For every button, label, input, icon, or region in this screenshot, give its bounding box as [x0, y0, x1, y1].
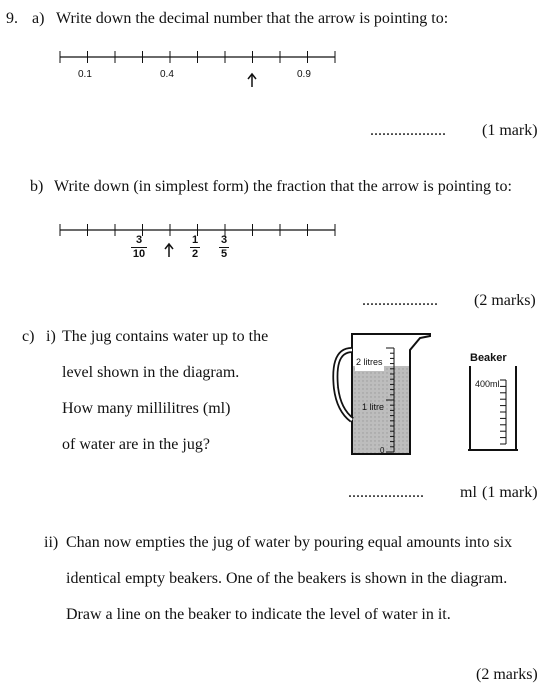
jug-label-0: 0	[380, 446, 385, 455]
fraction-3-10: 3 10	[132, 234, 146, 260]
marks-c-i: (1 mark)	[482, 484, 538, 501]
tick-label-0-4: 0.4	[160, 69, 174, 80]
part-a-label: a)	[32, 10, 45, 27]
part-b-question: Write down (in simplest form) the fraction that the arrow is pointing to:	[54, 178, 512, 195]
answer-unit-ml: ml	[460, 484, 477, 501]
measuring-jug	[330, 328, 440, 458]
jug-label-2-litres: 2 litres	[355, 353, 384, 371]
pointer-arrow-a	[248, 74, 256, 87]
fraction-3-5: 3 5	[220, 234, 228, 260]
marks-a: (1 mark)	[482, 122, 538, 139]
question-number: 9.	[6, 10, 18, 27]
fraction-1-2: 1 2	[191, 234, 199, 260]
part-c-i-line-1: The jug contains water up to the	[62, 328, 269, 345]
pointer-arrow-b	[165, 244, 173, 257]
part-c-ii-line-2: identical empty beakers. One of the beakers is shown in the diagram.	[66, 570, 508, 587]
part-c-i-line-4: of water are in the jug?	[62, 436, 210, 453]
part-c-ii-line-1: Chan now empties the jug of water by pouring equal amounts into six	[66, 534, 513, 551]
answer-line-c-i[interactable]: ...................	[348, 484, 424, 501]
part-b-label: b)	[30, 178, 44, 195]
jug-label-1-litre: 1 litre	[362, 402, 385, 412]
beaker-label-400ml: 400ml	[475, 375, 500, 393]
part-a-question: Write down the decimal number that the arrow is pointing to:	[56, 10, 449, 27]
answer-line-b[interactable]: ...................	[362, 292, 438, 309]
part-c-i-label: i)	[46, 328, 56, 345]
part-c-label: c)	[22, 328, 35, 345]
marks-c-ii: (2 marks)	[476, 666, 538, 683]
beaker-title: Beaker	[470, 352, 507, 364]
marks-b: (2 marks)	[474, 292, 536, 309]
part-c-ii-label: ii)	[44, 534, 59, 551]
tick-label-0-9: 0.9	[297, 69, 311, 80]
answer-line-a[interactable]: ...................	[370, 122, 446, 139]
part-c-ii-line-3: Draw a line on the beaker to indicate the level of water in it.	[66, 606, 451, 623]
tick-label-0-1: 0.1	[78, 69, 92, 80]
part-c-i-line-3: How many millilitres (ml)	[62, 400, 231, 417]
part-c-i-line-2: level shown in the diagram.	[62, 364, 240, 381]
